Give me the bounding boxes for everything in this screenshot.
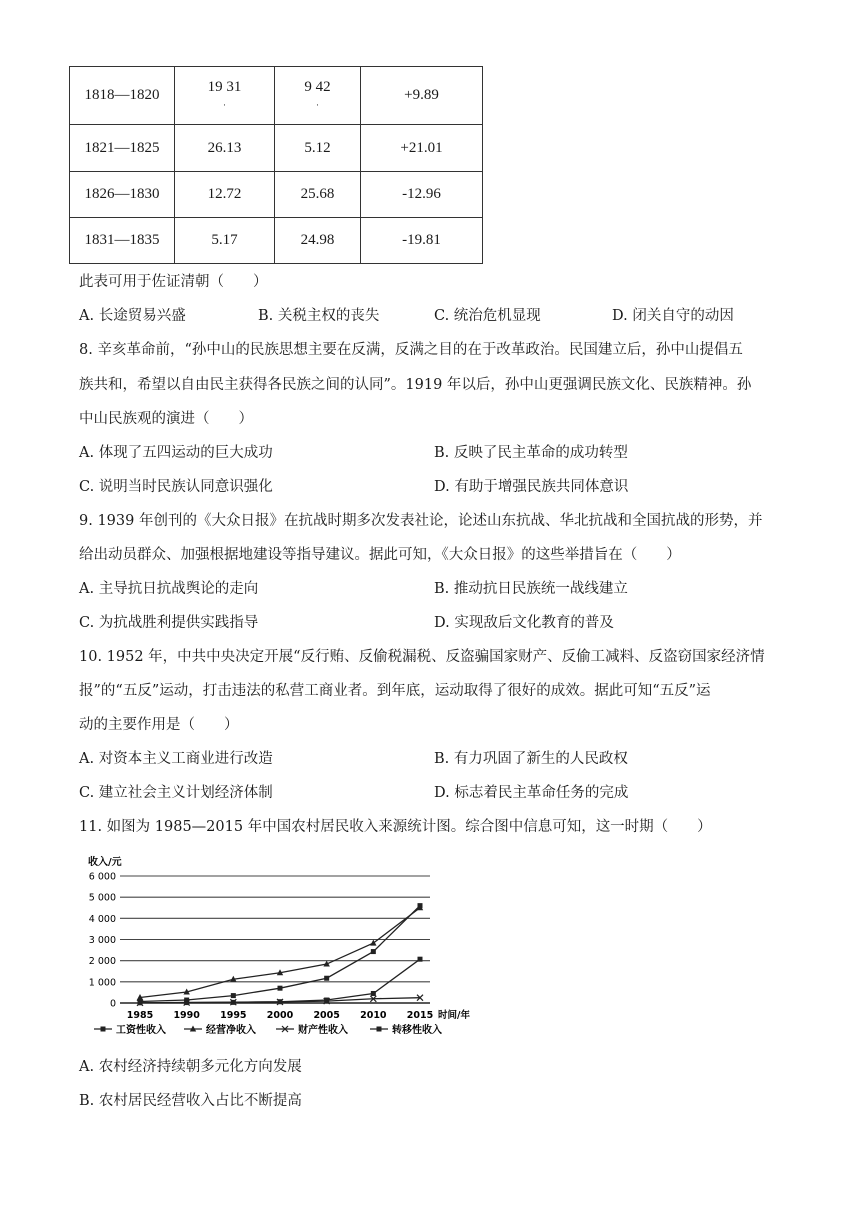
table-cell: 1831—1835 <box>70 218 175 264</box>
table-cell: 1818—1820 <box>70 67 175 125</box>
y-tick-label: 6 000 <box>88 871 116 883</box>
x-tick-label: 2010 <box>360 1010 387 1021</box>
table-row <box>70 218 483 264</box>
legend-item <box>94 1023 166 1036</box>
q8-option-c[interactable]: C. 说明当时民族认同意识强化 <box>79 479 273 495</box>
table-cell: 1821—1825 <box>70 125 175 172</box>
legend-label: 转移性收入 <box>392 1025 442 1036</box>
income-line-chart <box>80 852 480 1042</box>
y-tick-labels <box>89 872 116 1010</box>
y-tick-label: 4 000 <box>88 913 116 925</box>
data-point <box>231 993 236 998</box>
table-cell: +9.89 <box>361 67 483 125</box>
data-point <box>371 991 376 996</box>
q10-line-3: 动的主要作用是（ ） <box>79 717 239 733</box>
x-tick-label: 2000 <box>266 1010 294 1021</box>
y-tick-label: 0 <box>109 998 116 1010</box>
table-row <box>70 172 483 218</box>
series-path <box>140 908 420 998</box>
data-point <box>231 1000 236 1005</box>
chart-grid <box>120 876 430 1003</box>
data-point <box>371 949 376 954</box>
q10-option-a[interactable]: A. 对资本主义工商业进行改造 <box>79 751 273 767</box>
q8-line-1: 8. 辛亥革命前，“孙中山的民族思想主要在反满，反满之目的在于改革政治。民国建立后，孙中山提倡五 <box>79 342 743 358</box>
q8-line-3: 中山民族观的演进（ ） <box>79 411 253 427</box>
y-tick-label: 1 000 <box>88 977 116 989</box>
q9-option-c[interactable]: C. 为抗战胜利提供实践指导 <box>79 615 259 631</box>
table-cell: +21.01 <box>361 125 483 172</box>
table-cell: 24.98 <box>275 218 361 264</box>
q8-option-b[interactable]: B. 反映了民主革命的成功转型 <box>434 445 628 461</box>
q8-option-a[interactable]: A. 体现了五四运动的巨大成功 <box>79 445 273 461</box>
data-point <box>324 976 329 981</box>
legend-item <box>370 1023 442 1036</box>
table-cell: -12.96 <box>361 172 483 218</box>
data-point <box>184 1000 189 1005</box>
q7-option-d[interactable]: D. 闭关自守的动因 <box>612 308 734 324</box>
chart-legend <box>94 1023 442 1036</box>
q9-line-2: 给出动员群众、加强根据地建设等指导建议。据此可知，《大众日报》的这些举措旨在（ ） <box>79 547 681 563</box>
q7-option-c[interactable]: C. 统治危机显现 <box>434 308 541 324</box>
x-tick-label: 1990 <box>173 1010 200 1021</box>
table-cell: 26.13 <box>175 125 275 172</box>
table-cell: 25.68 <box>275 172 361 218</box>
data-point <box>324 998 329 1003</box>
table-cell: 9 42 · <box>275 67 361 125</box>
table-cell: 5.17 <box>175 218 275 264</box>
q7-option-a[interactable]: A. 长途贸易兴盛 <box>79 308 186 324</box>
q9-option-b[interactable]: B. 推动抗日民族统一战线建立 <box>434 581 628 597</box>
q9-line-1: 9. 1939 年创刊的《大众日报》在抗战时期多次发表社论，论述山东抗战、华北抗战和全国抗战的形势，并 <box>79 513 763 529</box>
legend-item <box>276 1023 348 1036</box>
q8-line-2: 族共和，希望以自由民主获得各民族之间的认同”。1919 年以后，孙中山更强调民族文化、民族精神。孙 <box>79 377 752 393</box>
x-tick-label: 2005 <box>313 1010 340 1021</box>
data-point <box>418 957 423 962</box>
table-cell: -19.81 <box>361 218 483 264</box>
q7-option-b[interactable]: B. 关税主权的丧失 <box>258 308 380 324</box>
data-point <box>278 999 283 1004</box>
q11-stem: 11. 如图为 1985—2015 年中国农村居民收入来源统计图。综合图中信息可知，这一时期（ ） <box>79 819 712 835</box>
table-cell: 19 31 · <box>175 67 275 125</box>
data-point <box>138 1000 143 1005</box>
q11-option-b[interactable]: B. 农村居民经营收入占比不断提高 <box>79 1093 302 1109</box>
q9-option-a[interactable]: A. 主导抗日抗战舆论的走向 <box>79 581 259 597</box>
legend-label: 经营净收入 <box>206 1025 256 1036</box>
trade-data-table <box>69 66 483 264</box>
table-cell: 5.12 <box>275 125 361 172</box>
q8-option-d[interactable]: D. 有助于增强民族共同体意识 <box>434 479 629 495</box>
y-axis-label: 收入/元 <box>88 857 122 868</box>
data-point <box>377 1027 382 1032</box>
q9-option-d[interactable]: D. 实现敌后文化教育的普及 <box>434 615 614 631</box>
y-tick-label: 2 000 <box>88 956 116 968</box>
data-point <box>370 940 376 946</box>
y-tick-label: 3 000 <box>88 935 116 946</box>
data-point <box>278 986 283 991</box>
q7-stem: 此表可用于佐证清朝（ ） <box>79 274 268 290</box>
table-row <box>70 67 483 125</box>
legend-item <box>184 1023 256 1036</box>
q10-line-1: 10. 1952 年，中共中央决定开展“反行贿、反偷税漏税、反盗骗国家财产、反偷工减料、反盗窃国家经济情 <box>79 649 765 665</box>
y-tick-label: 5 000 <box>88 892 116 904</box>
series-path <box>140 959 420 1003</box>
q10-option-b[interactable]: B. 有力巩固了新生的人民政权 <box>434 751 628 767</box>
data-point <box>101 1027 106 1032</box>
table-cell: 1826—1830 <box>70 172 175 218</box>
x-tick-label: 1995 <box>220 1010 247 1021</box>
q10-line-2: 报”的“五反”运动，打击违法的私营工商业者。到年底，运动取得了很好的成效。据此可知“五反”运 <box>79 683 711 699</box>
q10-option-c[interactable]: C. 建立社会主义计划经济体制 <box>79 785 273 801</box>
table-row <box>70 125 483 172</box>
table-cell: 12.72 <box>175 172 275 218</box>
x-tick-label: 2015 <box>406 1010 434 1021</box>
q10-option-d[interactable]: D. 标志着民主革命任务的完成 <box>434 785 629 801</box>
legend-label: 财产性收入 <box>298 1025 348 1036</box>
q11-option-a[interactable]: A. 农村经济持续朝多元化方向发展 <box>79 1059 302 1075</box>
legend-label: 工资性收入 <box>116 1025 166 1036</box>
x-tick-label: 1985 <box>126 1010 154 1021</box>
x-tick-labels <box>127 1010 433 1021</box>
x-axis-label: 时间/年 <box>438 1010 470 1021</box>
